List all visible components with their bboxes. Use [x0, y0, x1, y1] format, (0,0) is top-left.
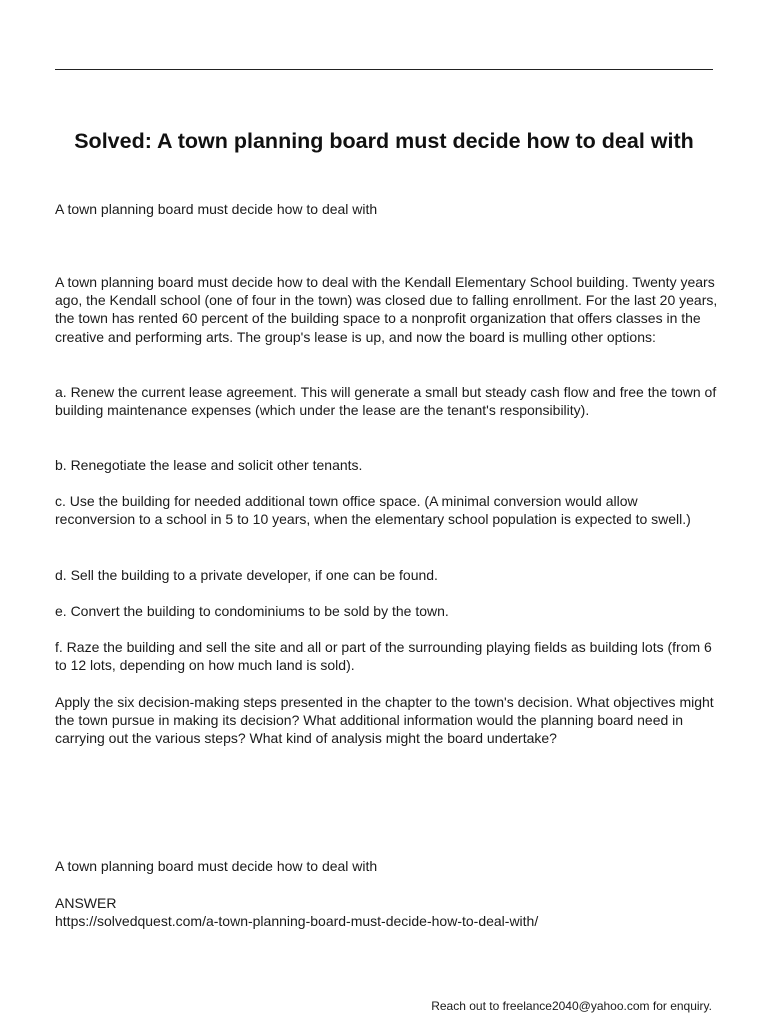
- option-e: e. Convert the building to condominiums to be sold by the town.: [55, 603, 449, 619]
- option-c: c. Use the building for needed additional town office space. (A minimal conversion would allow reconversion to a school in 5 to 10 years, when the elementary school population is expected to swell.): [55, 493, 691, 528]
- intro-paragraph: A town planning board must decide how to deal with the Kendall Elementary School building. Twenty years ago, the Kendall school (one of four in the town) was closed due to falling enrollment. For the last 20 years, the town has rented 60 percent of the building space to a nonprofit organization that offers classes in the creative and performing arts. The group's lease is up, and now the board is mulling other options:: [55, 274, 718, 345]
- footer-contact: Reach out to freelance2040@yahoo.com for enquiry.: [431, 999, 712, 1013]
- answer-link[interactable]: https://solvedquest.com/a-town-planning-board-must-decide-how-to-deal-with/: [55, 913, 539, 929]
- answer-label: ANSWER: [55, 895, 117, 911]
- subtitle: A town planning board must decide how to deal with: [55, 201, 378, 217]
- repeat-heading: A town planning board must decide how to deal with: [55, 858, 378, 874]
- option-a: a. Renew the current lease agreement. This will generate a small but steady cash flow and free the town of building maintenance expenses (which under the lease are the tenant's responsibility).: [55, 384, 717, 419]
- option-b: b. Renegotiate the lease and solicit other tenants.: [55, 457, 363, 473]
- question-paragraph: Apply the six decision-making steps presented in the chapter to the town's decision. What objectives might the town pursue in making its decision? What additional information would the planning board need in carrying out the various steps? What kind of analysis might the board undertake?: [55, 694, 714, 747]
- page-title: Solved: A town planning board must decide how to deal with: [74, 129, 694, 153]
- option-f: f. Raze the building and sell the site and all or part of the surrounding playing fields as building lots (from 6 to 12 lots, depending on how much land is sold).: [55, 639, 712, 674]
- top-divider: [55, 69, 713, 70]
- option-d: d. Sell the building to a private developer, if one can be found.: [55, 567, 438, 583]
